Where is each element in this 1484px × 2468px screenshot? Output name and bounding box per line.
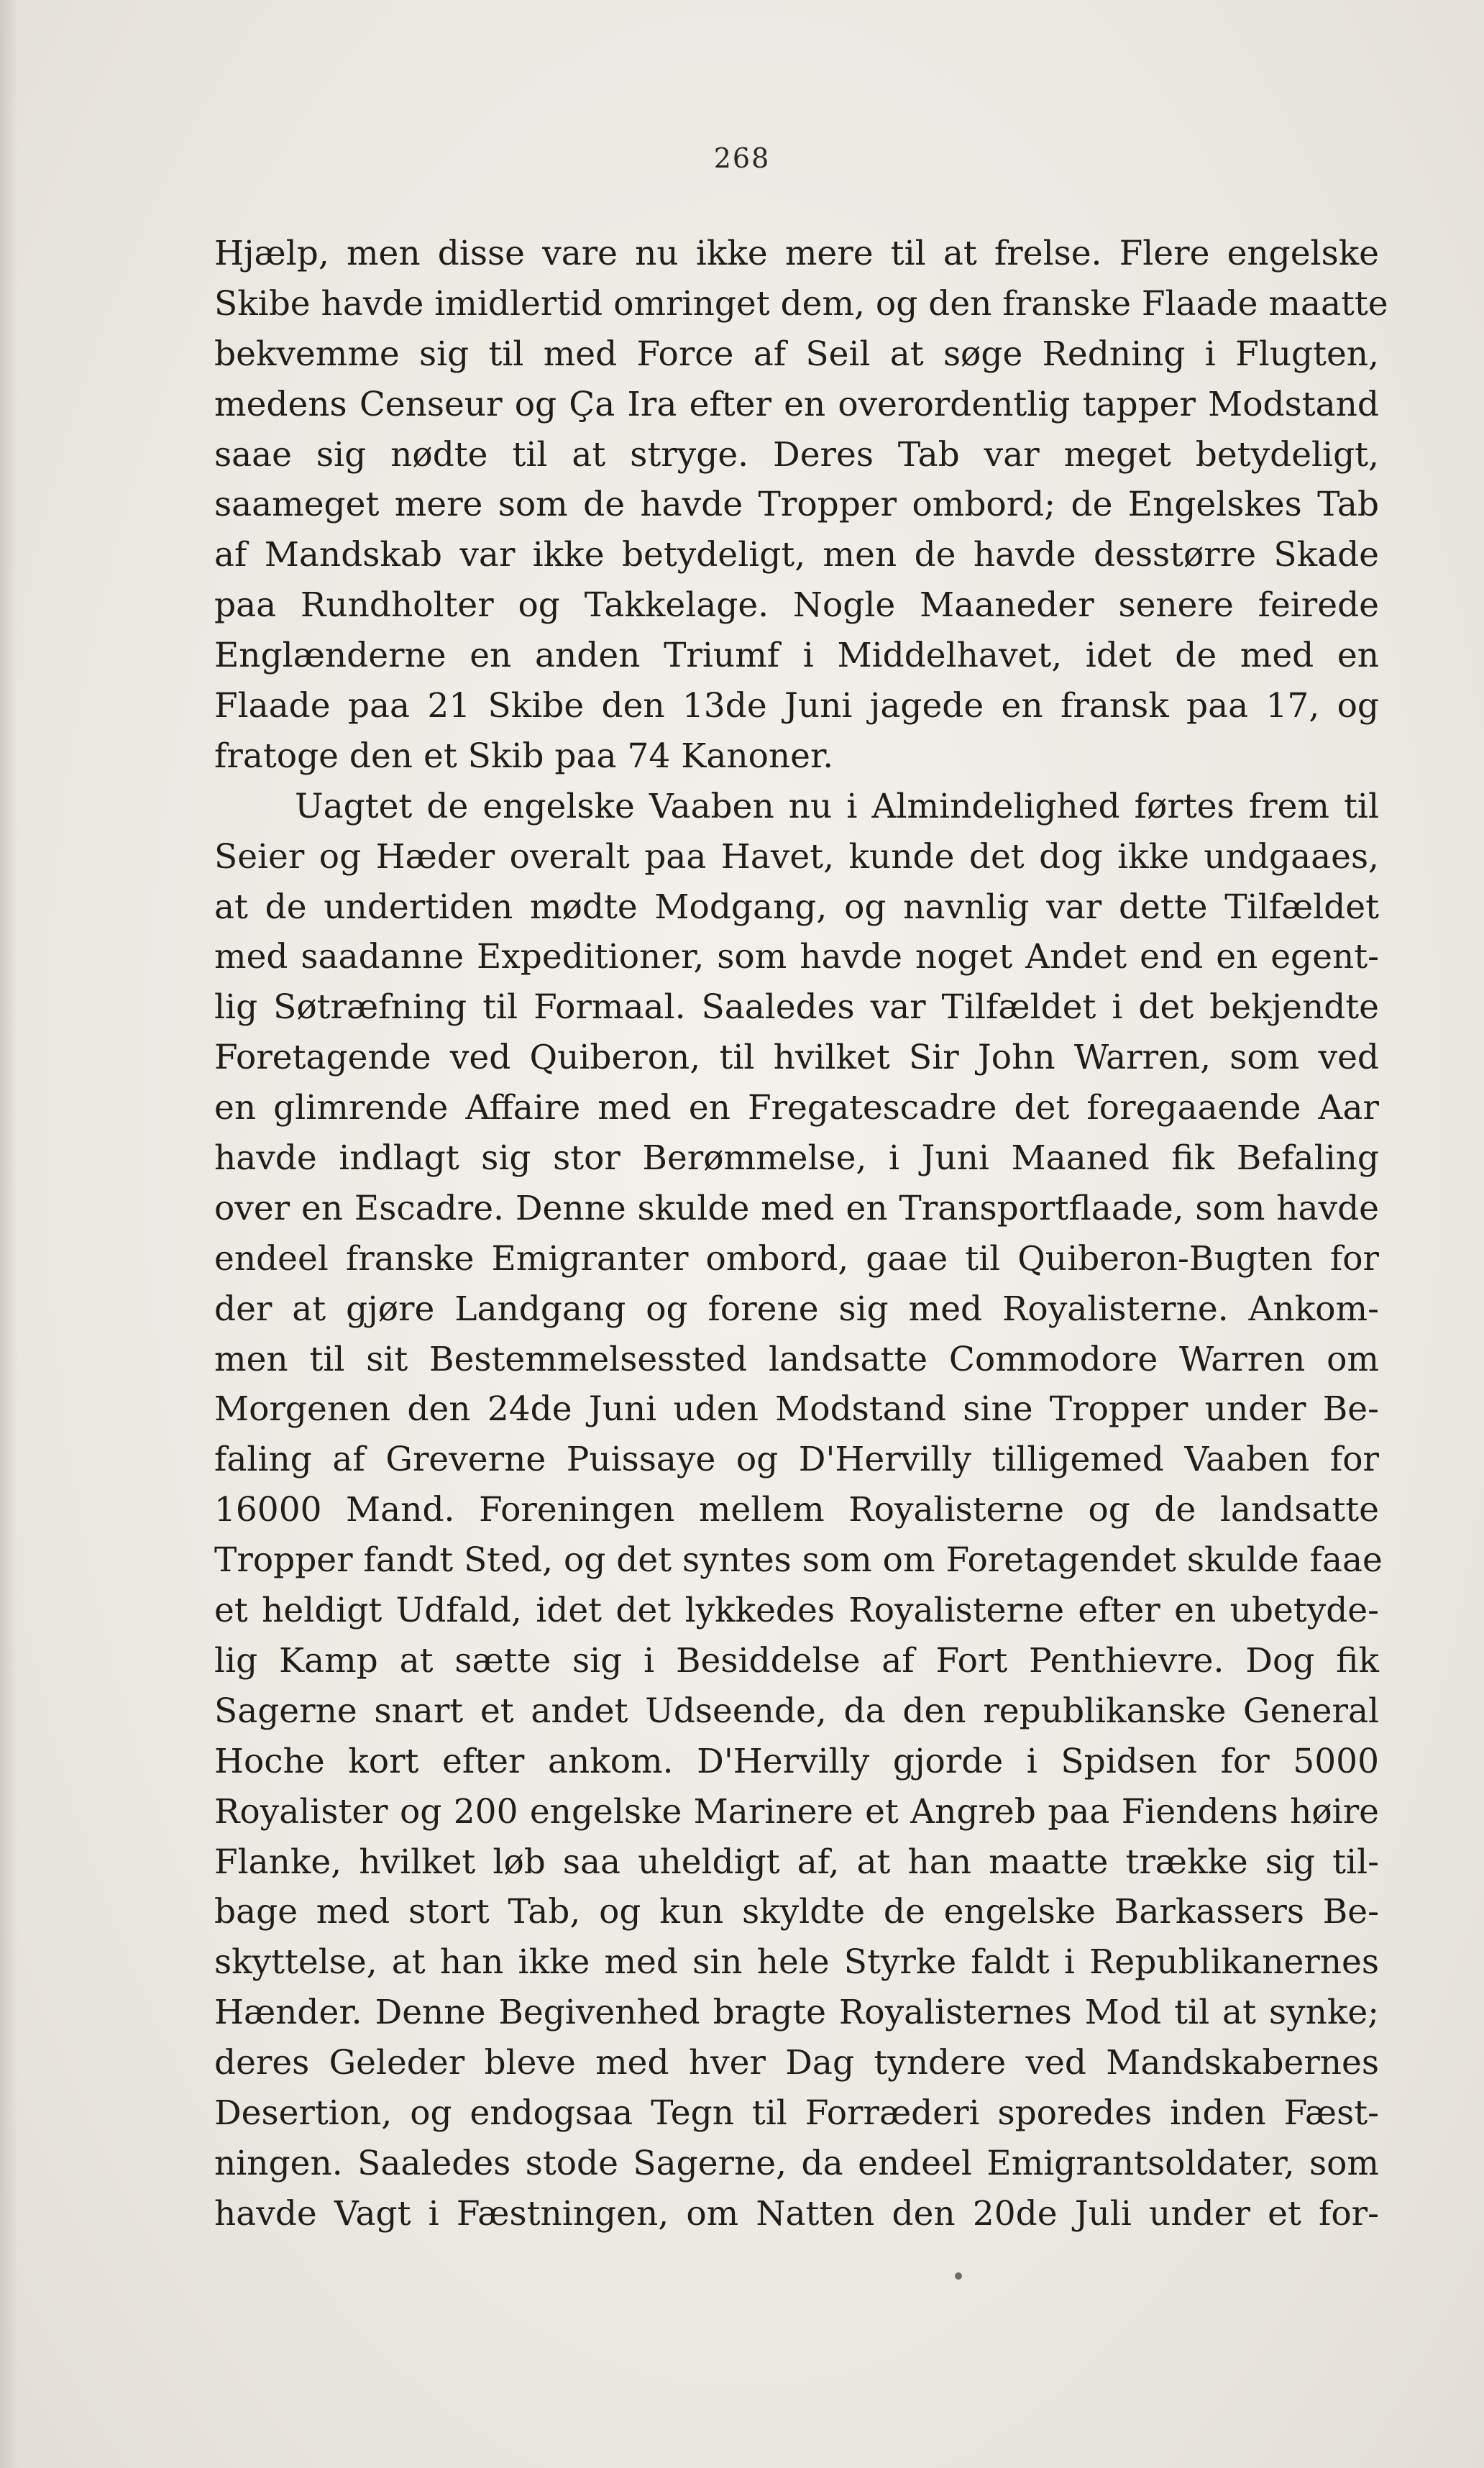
text-line: af Mandskab var ikke betydeligt, men de havde desstørre Skade bbox=[214, 535, 1379, 575]
text-line: faling af Greverne Puissaye og D'Hervilly tilligemed Vaaben for bbox=[214, 1440, 1379, 1480]
text-line: havde Vagt i Fæstningen, om Natten den 20de Juli under et for- bbox=[214, 2193, 1379, 2234]
text-line: saameget mere som de havde Tropper ombord; de Engelskes Tab bbox=[214, 485, 1379, 525]
text-line: Hoche kort efter ankom. D'Hervilly gjorde i Spidsen for 5000 bbox=[214, 1741, 1379, 1781]
text-line: havde indlagt sig stor Berømmelse, i Juni Maaned fik Befaling bbox=[214, 1138, 1379, 1179]
text-line: saae sig nødte til at stryge. Deres Tab var meget betydeligt, bbox=[214, 434, 1379, 475]
text-line: Flanke, hvilket løb saa uheldigt af, at han maatte trække sig til- bbox=[214, 1842, 1379, 1882]
text-line: Morgenen den 24de Juni uden Modstand sine Tropper under Be- bbox=[214, 1389, 1379, 1430]
text-line: et heldigt Udfald, idet det lykkedes Royalisterne efter en ubetyde- bbox=[214, 1591, 1379, 1631]
text-line: Foretagende ved Quiberon, til hvilket Sir John Warren, som ved bbox=[214, 1038, 1379, 1078]
text-line: paa Rundholter og Takkelage. Nogle Maaneder senere feirede bbox=[214, 585, 1379, 626]
text-line: Flaade paa 21 Skibe den 13de Juni jagede en fransk paa 17, og bbox=[214, 686, 1379, 726]
page-number: 268 bbox=[713, 142, 771, 174]
text-line: Skibe havde imidlertid omringet dem, og den franske Flaade maatte bbox=[214, 283, 1388, 324]
text-line: Sagerne snart et andet Udseende, da den republikanske General bbox=[214, 1691, 1379, 1731]
text-line: over en Escadre. Denne skulde med en Transportflaade, som havde bbox=[214, 1188, 1379, 1228]
text-line: endeel franske Emigranter ombord, gaae til Quiberon-Bugten for bbox=[214, 1238, 1379, 1279]
text-line: at de undertiden mødte Modgang, og navnlig var dette Tilfældet bbox=[214, 887, 1379, 927]
text-line: 16000 Mand. Foreningen mellem Royalisterne og de landsatte bbox=[214, 1490, 1379, 1530]
body-text bbox=[214, 229, 1388, 2239]
text-line: men til sit Bestemmelsessted landsatte Commodore Warren om bbox=[214, 1339, 1379, 1379]
text-line: skyttelse, at han ikke med sin hele Styrke faldt i Republikanernes bbox=[214, 1942, 1379, 1983]
text-line: der at gjøre Landgang og forene sig med Royalisterne. Ankom- bbox=[214, 1289, 1379, 1329]
text-line: lig Søtræfning til Formaal. Saaledes var Tilfældet i det bekjendte bbox=[214, 987, 1379, 1028]
text-line: lig Kamp at sætte sig i Besiddelse af Fort Penthievre. Dog fik bbox=[214, 1640, 1379, 1681]
text-line: bekvemme sig til med Force af Seil at søge Redning i Flugten, bbox=[214, 334, 1379, 374]
text-line: fratoge den et Skib paa 74 Kanoner. bbox=[214, 736, 834, 776]
text-line: bage med stort Tab, og kun skyldte de engelske Barkassers Be- bbox=[214, 1892, 1379, 1932]
text-line: Uagtet de engelske Vaaben nu i Almindelighed førtes frem til bbox=[295, 786, 1379, 826]
text-line: Seier og Hæder overalt paa Havet, kunde det dog ikke undgaaes, bbox=[214, 836, 1379, 877]
text-line: Tropper fandt Sted, og det syntes som om Foretagendet skulde faae bbox=[214, 1540, 1383, 1581]
page-edge-shadow bbox=[0, 0, 17, 2468]
text-line: Hjælp, men disse vare nu ikke mere til at frelse. Flere engelske bbox=[214, 234, 1379, 273]
text-line: Hænder. Denne Begivenhed bragte Royalisternes Mod til at synke; bbox=[214, 1993, 1379, 2033]
text-line: en glimrende Affaire med en Fregatescadre det foregaaende Aar bbox=[214, 1088, 1379, 1128]
text-line: Desertion, og endogsaa Tegn til Forræderi sporedes inden Fæst- bbox=[214, 2093, 1379, 2133]
text-line: deres Geleder bleve med hver Dag tyndere ved Mandskabernes bbox=[214, 2043, 1379, 2083]
text-line: Royalister og 200 engelske Marinere et Angreb paa Fiendens høire bbox=[214, 1791, 1379, 1832]
ink-speck bbox=[955, 2272, 962, 2280]
text-line: medens Censeur og Ça Ira efter en overordentlig tapper Modstand bbox=[214, 384, 1379, 424]
text-line: ningen. Saaledes stode Sagerne, da endeel Emigrantsoldater, som bbox=[214, 2143, 1379, 2183]
text-line: Englænderne en anden Triumf i Middelhavet, idet de med en bbox=[214, 636, 1379, 676]
text-line: med saadanne Expeditioner, som havde noget Andet end en egent- bbox=[214, 937, 1379, 977]
